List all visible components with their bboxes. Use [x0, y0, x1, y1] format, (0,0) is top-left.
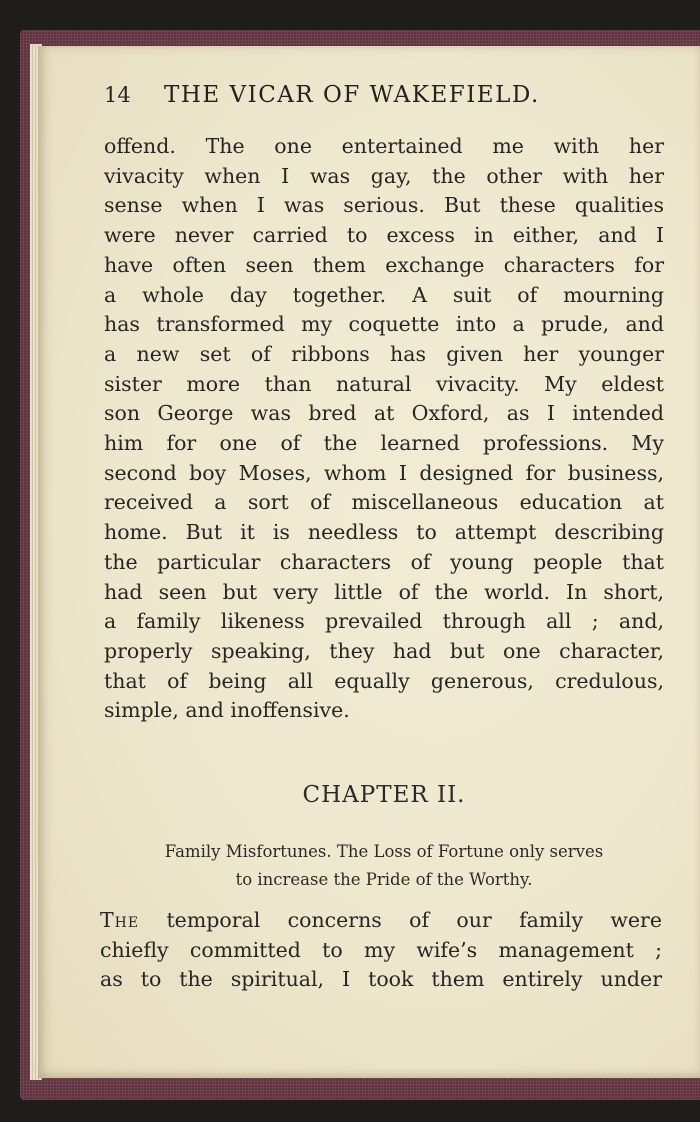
summary-line: to increase the Pride of the Worthy. [235, 870, 533, 889]
text-line: the particular characters of young people that [104, 549, 664, 574]
text-line: received a sort of miscellaneous education at [104, 490, 664, 515]
text-line: that of being all equally generous, credulous, [104, 668, 664, 693]
text-line: a family likeness prevailed through all ; and, [104, 609, 664, 634]
summary-line: Family Misfortunes. The Loss of Fortune only serves [164, 842, 604, 861]
page-header [104, 82, 604, 116]
text-line: has transformed my coquette into a prude, and [104, 312, 664, 337]
chapter-summary [104, 838, 664, 894]
body-text [104, 132, 664, 726]
text-line: chiefly committed to my wife’s management ; [100, 937, 662, 962]
text-line: home. But it is needless to attempt describing [104, 520, 664, 545]
chapter-text [100, 906, 662, 995]
text-line: sister more than natural vivacity. My eldest [104, 371, 664, 396]
text-line: were never carried to excess in either, and I [104, 223, 664, 248]
text-line: offend. The one entertained me with her [104, 134, 664, 158]
chapter-first-line [100, 906, 662, 936]
text-line: son George was bred at Oxford, as I intended [104, 401, 664, 426]
text-line: have often seen them exchange characters for [104, 252, 664, 277]
text-line: as to the spiritual, I took them entirely under [100, 967, 662, 991]
text-line: simple, and inoffensive. [104, 698, 350, 723]
chapter-heading: CHAPTER II. [302, 782, 466, 808]
text-line: him for one of the learned professions. My [104, 431, 664, 456]
text-line: had seen but very little of the world. In short, [104, 579, 664, 604]
text-line: second boy Moses, whom I designed for business, [104, 460, 664, 485]
text-line: sense when I was serious. But these qualities [104, 193, 664, 218]
chapter-first-word: The [100, 908, 140, 932]
text-line: a whole day together. A suit of mourning [104, 282, 664, 307]
running-title: THE VICAR OF WAKEFIELD. [164, 82, 540, 108]
text-line: vivacity when I was gay, the other with her [104, 163, 664, 188]
page-number: 14 [104, 83, 131, 107]
text-line: a new set of ribbons has given her younger [104, 341, 664, 366]
text-line: properly speaking, they had but one character, [104, 638, 664, 663]
chapter-first-line-rest: temporal concerns of our family were [139, 908, 662, 932]
